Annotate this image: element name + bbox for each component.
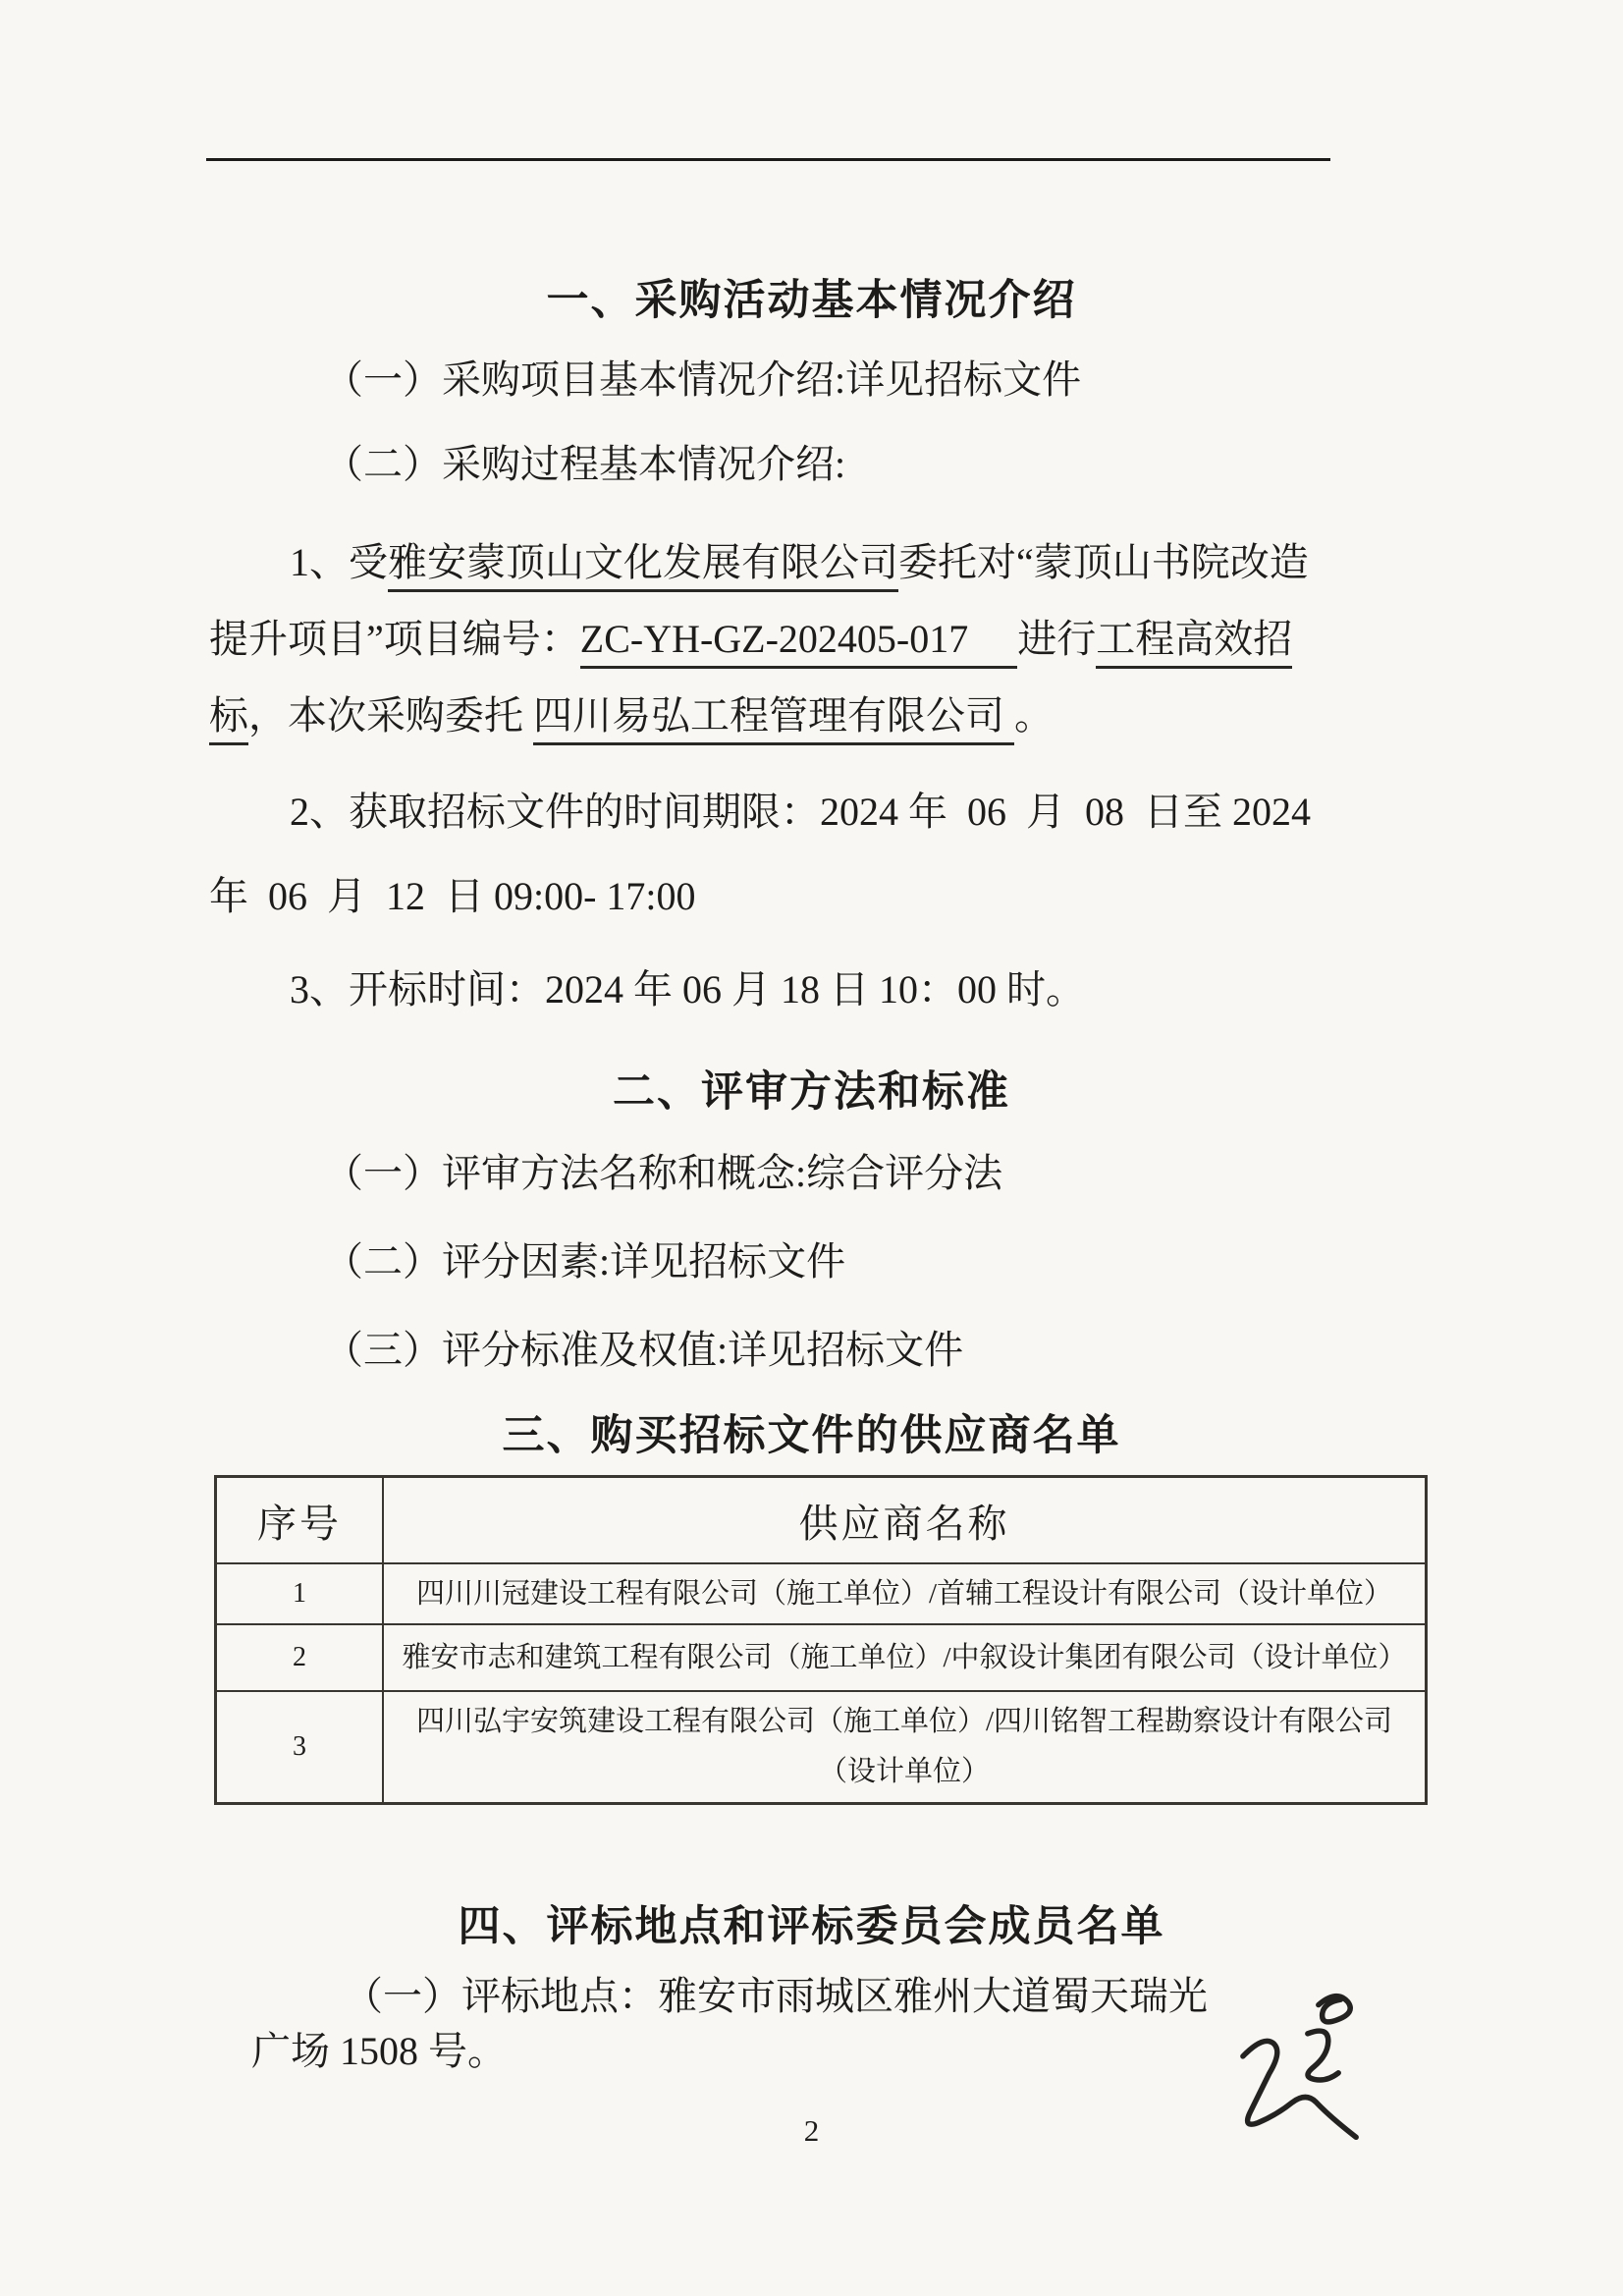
section-4-title: 四、评标地点和评标委员会成员名单 xyxy=(458,1903,1165,1950)
text-run: ，本次采购委托 xyxy=(248,693,533,738)
section-2-title: 二、评审方法和标准 xyxy=(613,1068,1010,1116)
section-2-item-2: （二）评分因素:详见招标文件 xyxy=(324,1239,846,1284)
section-2-item-3: （三）评分标准及权值:详见招标文件 xyxy=(324,1328,964,1372)
table-row xyxy=(216,1563,1427,1624)
paragraph-2-line-1: 2、获取招标文件的时间期限：2024 年 06 月 08 日至 2024 xyxy=(290,790,1311,834)
paragraph-3: 3、开标时间：2024 年 06 月 18 日 10：00 时。 xyxy=(290,967,1085,1011)
row-number: 2 xyxy=(216,1624,384,1691)
underlined-project-code: ZC-YH-GZ-202405-017 xyxy=(580,617,1018,669)
section-1-item-1: （一）采购项目基本情况介绍:详见招标文件 xyxy=(324,357,1082,402)
page-number: 2 xyxy=(803,2113,820,2148)
paragraph-1-line-1 xyxy=(209,538,1556,587)
section-1-title: 一、采购活动基本情况介绍 xyxy=(546,277,1077,324)
underlined-agency-name: 四川易弘工程管理有限公司 xyxy=(533,693,1014,745)
row-number: 3 xyxy=(216,1691,384,1804)
suppliers-table xyxy=(214,1475,1428,1805)
column-header-name: 供应商名称 xyxy=(383,1477,1427,1564)
table-row xyxy=(216,1691,1427,1804)
section-3-title: 三、购买招标文件的供应商名单 xyxy=(502,1412,1121,1459)
supplier-name: 雅安市志和建筑工程有限公司（施工单位）/中叙设计集团有限公司（设计单位） xyxy=(383,1624,1427,1691)
column-header-no: 序号 xyxy=(216,1477,384,1564)
row-number: 1 xyxy=(216,1563,384,1624)
text-run: 进行 xyxy=(1017,617,1097,661)
text-run: 提升项目”项目编号： xyxy=(209,617,580,661)
underlined-bid-method-cont: 标 xyxy=(209,693,248,745)
underlined-bid-method: 工程高效招 xyxy=(1096,617,1292,669)
text-run: 1、受 xyxy=(290,540,388,584)
section-4-item-1-cont: 广场 1508 号。 xyxy=(251,2029,507,2073)
underlined-client-name: 雅安蒙顶山文化发展有限公司 xyxy=(388,540,898,592)
paragraph-1-line-2 xyxy=(209,615,1476,664)
section-4-item-1: （一）评标地点：雅安市雨城区雅州大道蜀天瑞光 xyxy=(344,1974,1208,2018)
section-1-item-2: （二）采购过程基本情况介绍: xyxy=(324,442,846,486)
text-run: 委托对“蒙顶山书院改造 xyxy=(898,540,1309,584)
section-2-item-1: （一）评审方法名称和概念:综合评分法 xyxy=(324,1151,1003,1195)
text-run: 。 xyxy=(1014,693,1054,738)
paragraph-1-line-3 xyxy=(209,691,1476,740)
header-rule xyxy=(206,158,1330,161)
supplier-name: 四川川冠建设工程有限公司（施工单位）/首辅工程设计有限公司（设计单位） xyxy=(383,1563,1427,1624)
supplier-name: 四川弘宇安筑建设工程有限公司（施工单位）/四川铭智工程勘察设计有限公司（设计单位） xyxy=(383,1691,1427,1804)
table-header-row xyxy=(216,1477,1427,1564)
paragraph-2-line-2: 年 06 月 12 日 09:00- 17:00 xyxy=(209,874,696,918)
table-row xyxy=(216,1624,1427,1691)
